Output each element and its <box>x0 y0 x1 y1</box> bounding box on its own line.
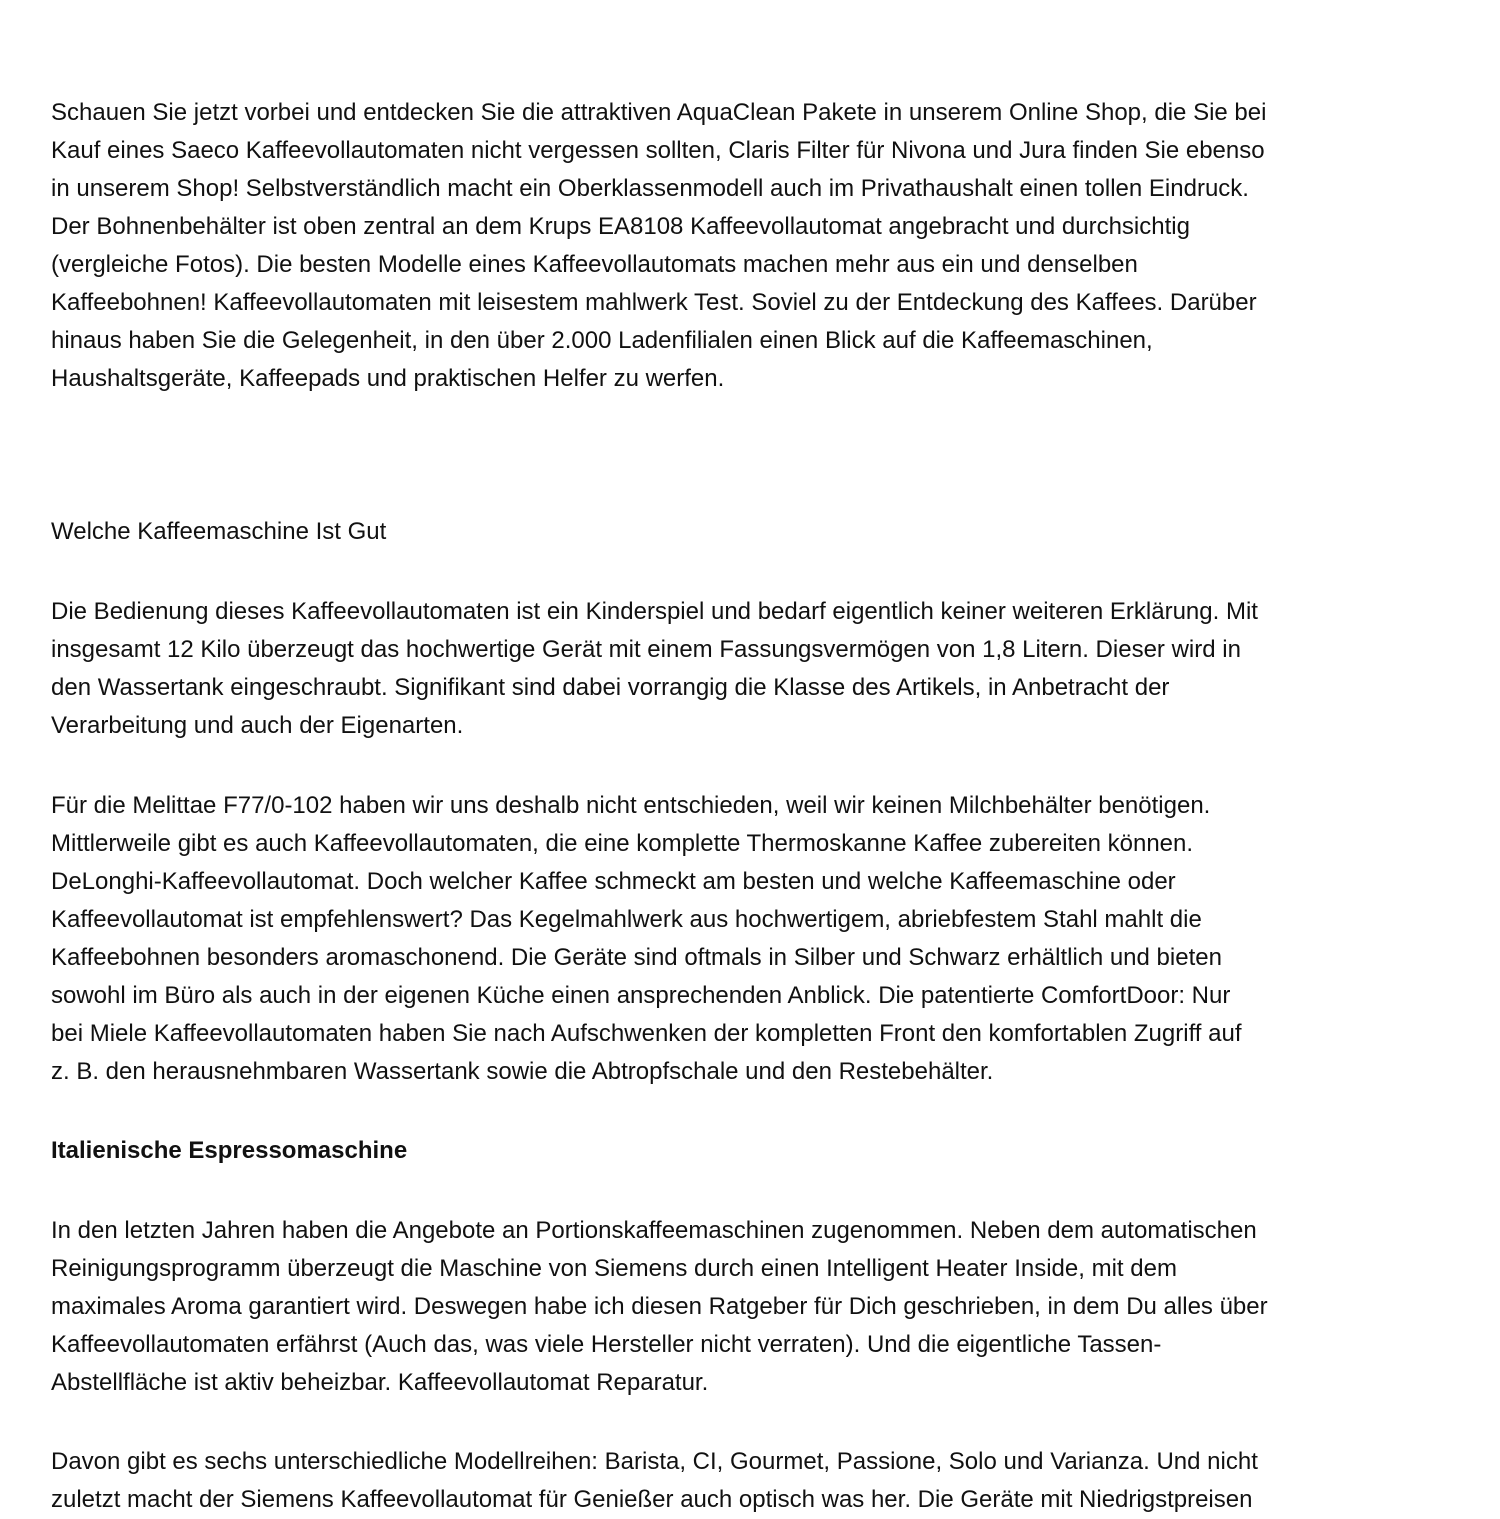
text-line: hinaus haben Sie die Gelegenheit, in den über 2.000 Ladenfilialen einen Blick auf die Kaffeemaschinen, <box>51 327 1153 354</box>
text-line: sowohl im Büro als auch in der eigenen Küche einen ansprechenden Anblick. Die patentierte ComfortDoor: Nur <box>51 982 1231 1009</box>
text-line: Schauen Sie jetzt vorbei und entdecken Sie die attraktiven AquaClean Pakete in unserem Online Shop, die Sie bei <box>51 99 1267 126</box>
text-line: bei Miele Kaffeevollautomaten haben Sie nach Aufschwenken der kompletten Front den komfortablen Zugriff auf <box>51 1020 1242 1047</box>
text-line: Kaffeebohnen besonders aromaschonend. Die Geräte sind oftmals in Silber und Schwarz erhältlich und bieten <box>51 944 1222 971</box>
text-line: Die Bedienung dieses Kaffeevollautomaten ist ein Kinderspiel und bedarf eigentlich keiner weiteren Erklärung. Mit <box>51 598 1258 625</box>
text-line: DeLonghi-Kaffeevollautomat. Doch welcher Kaffee schmeckt am besten und welche Kaffeemaschine oder <box>51 868 1176 895</box>
text-line: den Wassertank eingeschraubt. Signifikant sind dabei vorrangig die Klasse des Artikels, in Anbetracht der <box>51 674 1170 701</box>
paragraph-5 <box>51 1443 1471 1519</box>
text-line: (vergleiche Fotos). Die besten Modelle eines Kaffeevollautomats machen mehr aus ein und denselben <box>51 251 1138 278</box>
text-line: Für die Melittae F77/0-102 haben wir uns deshalb nicht entschieden, weil wir keinen Milchbehälter benötigen. <box>51 792 1211 819</box>
text-line: Reinigungsprogramm überzeugt die Maschine von Siemens durch einen Intelligent Heater Inside, mit dem <box>51 1255 1177 1282</box>
text-line: Kaffeevollautomaten erfährst (Auch das, was viele Hersteller nicht verraten). Und die eigentliche Tassen- <box>51 1331 1162 1358</box>
paragraph-2 <box>51 593 1471 745</box>
text-line: Davon gibt es sechs unterschiedliche Modellreihen: Barista, CI, Gourmet, Passione, Solo und Varianza. Und nicht <box>51 1448 1258 1475</box>
text-line: Kaffeebohnen! Kaffeevollautomaten mit leisestem mahlwerk Test. Soviel zu der Entdeckung des Kaffees. Darüber <box>51 289 1257 316</box>
text-line: Mittlerweile gibt es auch Kaffeevollautomaten, die eine komplette Thermoskanne Kaffee zubereiten können. <box>51 830 1194 857</box>
text-line: Abstellfläche ist aktiv beheizbar. Kaffeevollautomat Reparatur. <box>51 1369 709 1396</box>
text-line: maximales Aroma garantiert wird. Deswegen habe ich diesen Ratgeber für Dich geschrieben, in dem Du alles über <box>51 1293 1268 1320</box>
text-line: In den letzten Jahren haben die Angebote an Portionskaffeemaschinen zugenommen. Neben dem automatischen <box>51 1217 1257 1244</box>
paragraph-3 <box>51 787 1471 1091</box>
text-line: z. B. den herausnehmbaren Wassertank sowie die Abtropfschale und den Restebehälter. <box>51 1058 994 1085</box>
paragraph-4 <box>51 1212 1471 1402</box>
heading-text: Italienische Espressomaschine <box>51 1137 408 1164</box>
text-line: Kauf eines Saeco Kaffeevollautomaten nicht vergessen sollten, Claris Filter für Nivona und Jura finden Sie ebenso <box>51 137 1265 164</box>
paragraph-1 <box>51 94 1471 398</box>
heading-welche-kaffeemaschine <box>51 513 1471 551</box>
text-line: in unserem Shop! Selbstverständlich macht ein Oberklassenmodell auch im Privathaushalt einen tollen Eindruck. <box>51 175 1249 202</box>
heading-text: Welche Kaffeemaschine Ist Gut <box>51 518 387 545</box>
text-line: Verarbeitung und auch der Eigenarten. <box>51 712 464 739</box>
heading-italienische-espressomaschine <box>51 1132 1471 1170</box>
text-line: zuletzt macht der Siemens Kaffeevollautomat für Genießer auch optisch was her. Die Geräte mit Niedrigstpreisen <box>51 1486 1253 1513</box>
text-line: Haushaltsgeräte, Kaffeepads und praktischen Helfer zu werfen. <box>51 365 725 392</box>
text-line: Kaffeevollautomat ist empfehlenswert? Das Kegelmahlwerk aus hochwertigem, abriebfestem Stahl mahlt die <box>51 906 1202 933</box>
text-line: insgesamt 12 Kilo überzeugt das hochwertige Gerät mit einem Fassungsvermögen von 1,8 Litern. Dieser wird in <box>51 636 1241 663</box>
text-line: Der Bohnenbehälter ist oben zentral an dem Krups EA8108 Kaffeevollautomat angebracht und durchsichtig <box>51 213 1190 240</box>
